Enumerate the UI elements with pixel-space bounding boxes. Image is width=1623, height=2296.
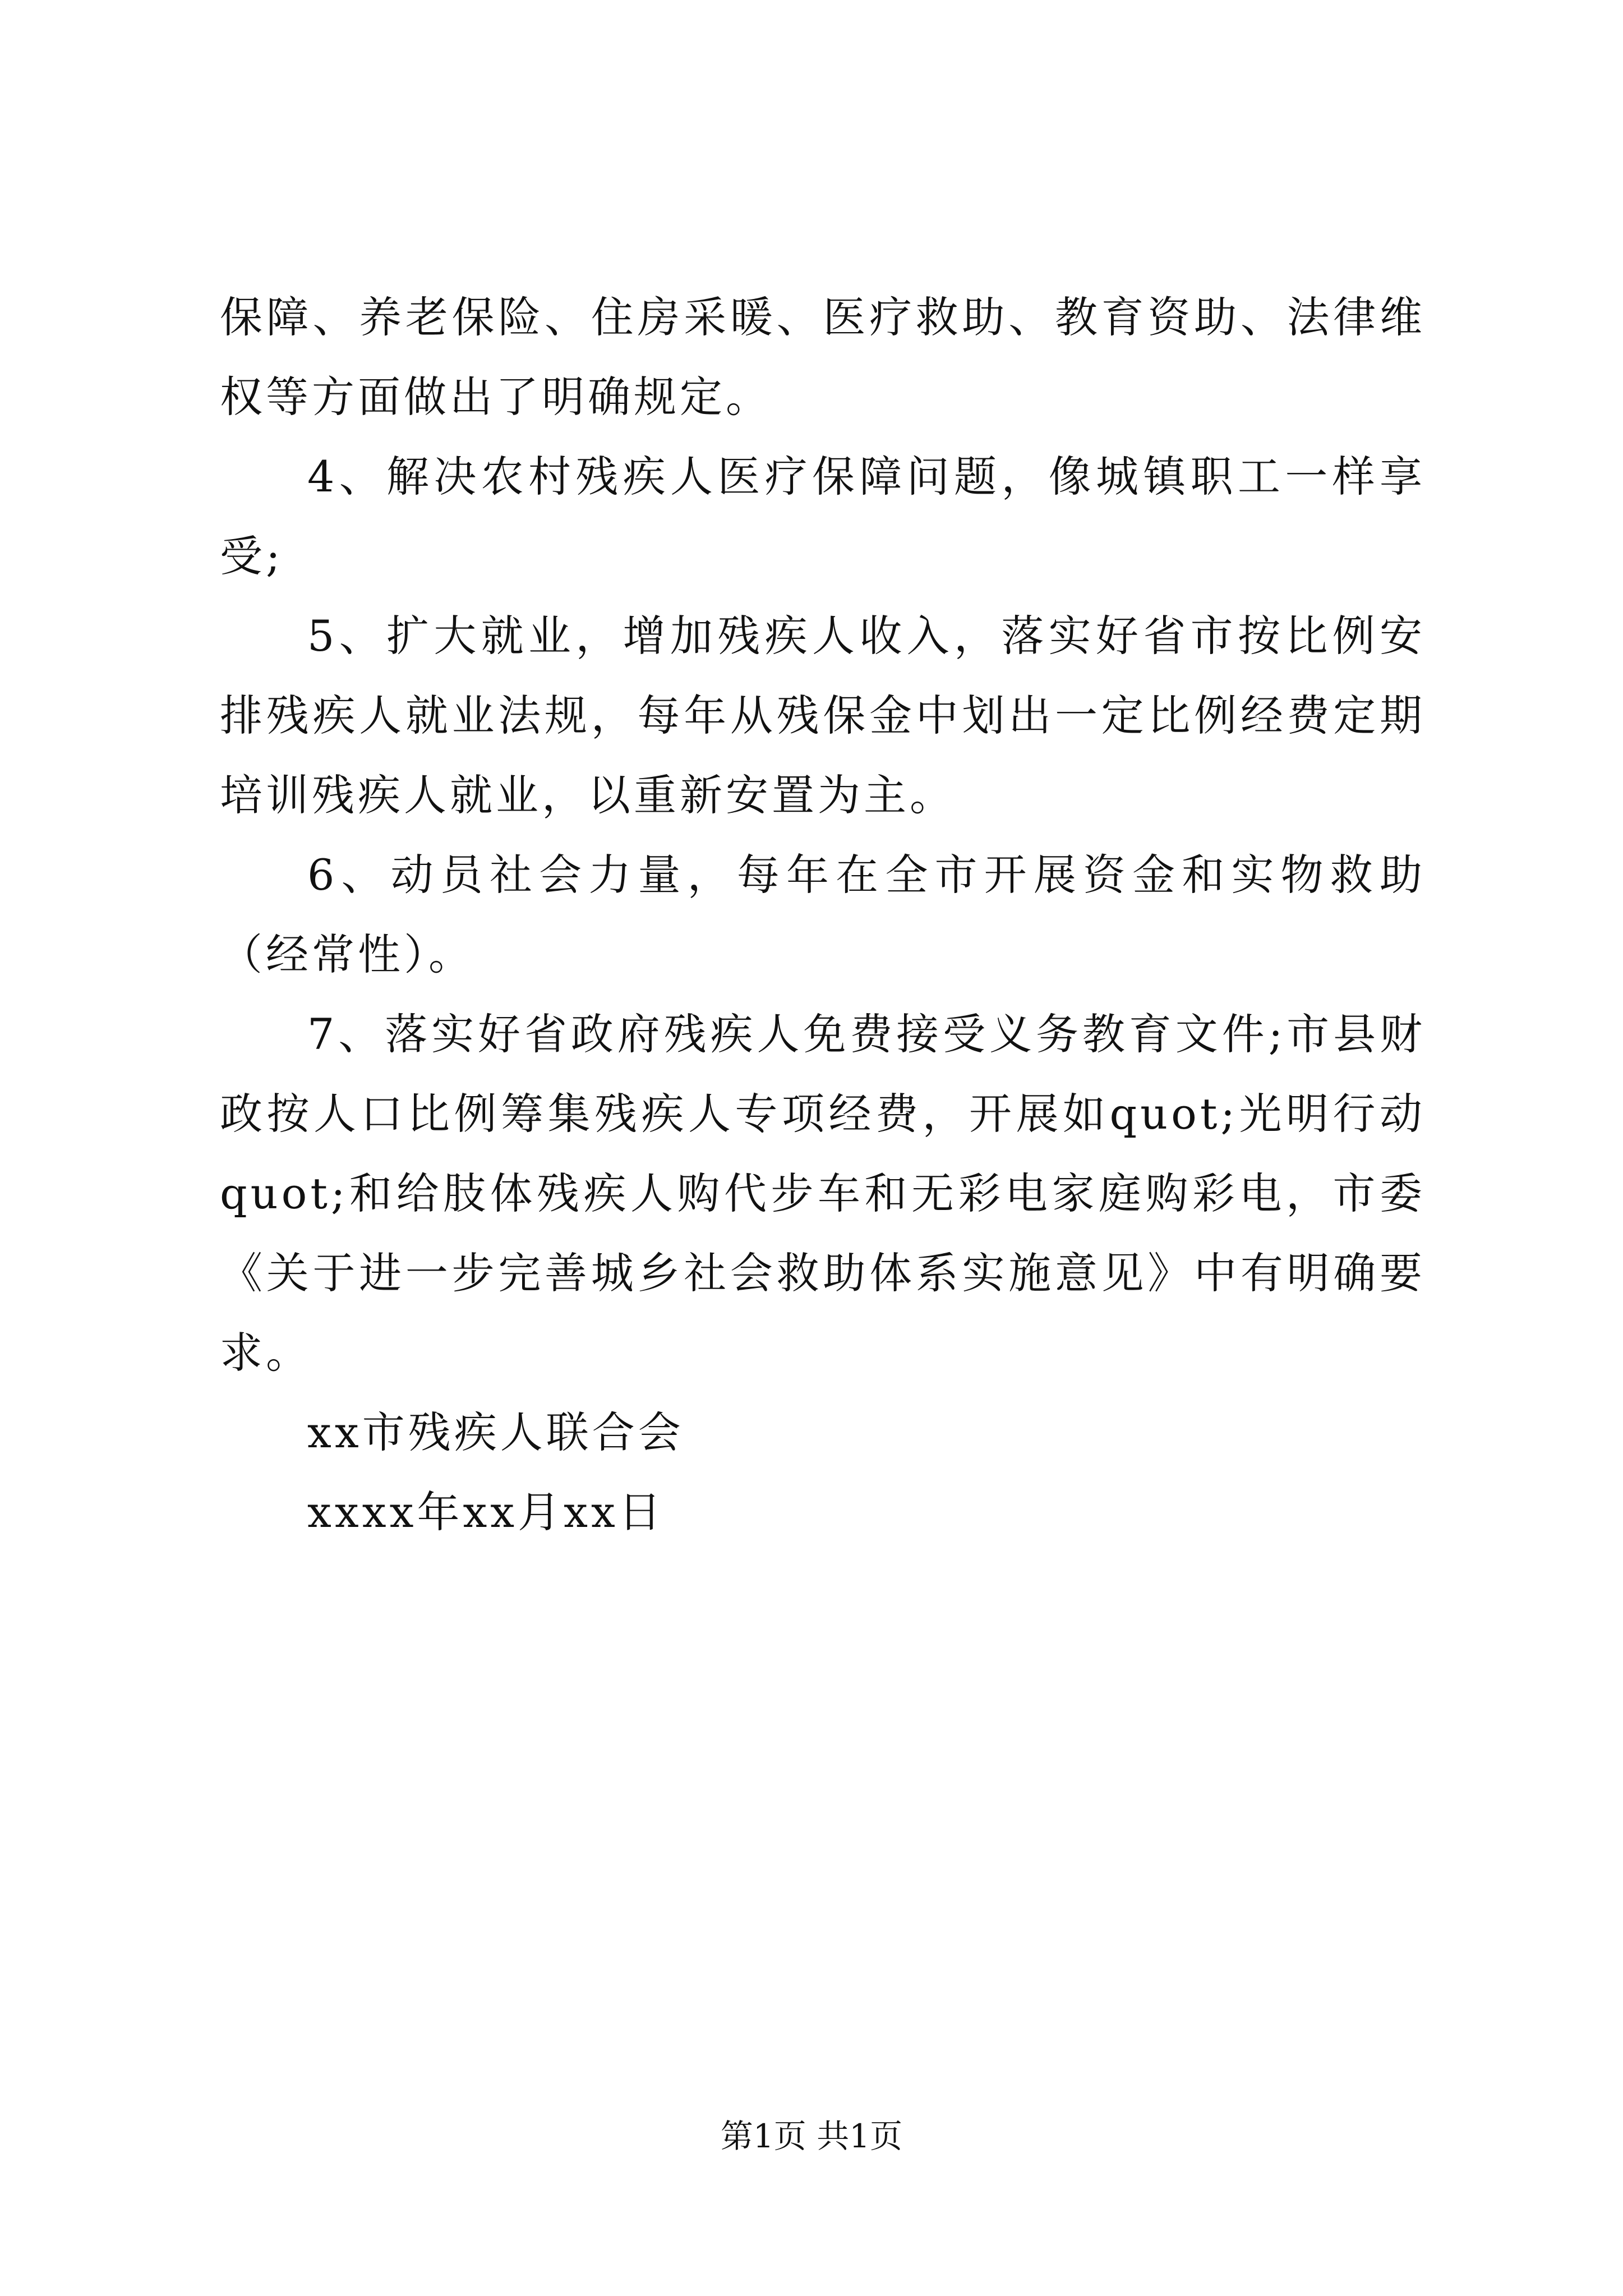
paragraph-item-4: 4、解决农村残疾人医疗保障问题，像城镇职工一样享受; — [220, 452, 1426, 581]
signature-organization: xx市残疾人联合会 — [307, 1407, 684, 1457]
paragraph-item-6: 6、动员社会力量，每年在全市开展资金和实物救助（经常性）。 — [220, 850, 1426, 979]
document-body — [220, 278, 1426, 1552]
signature-date: xxxx年xx月xx日 — [307, 1487, 665, 1537]
paragraph-item-7: 7、落实好省政府残疾人免费接受义务教育文件;市县财政按人口比例筹集残疾人专项经费，开展如quot;光明行动quot;和给肢体残疾人购代步车和无彩电家庭购彩电，市委《关于进一步完善城乡社会救助体系实施意见》中有明确要求。 — [220, 1009, 1426, 1378]
paragraph-item-5: 5、扩大就业，增加残疾人收入，落实好省市按比例安排残疾人就业法规，每年从残保金中划出一定比例经费定期培训残疾人就业，以重新安置为主。 — [220, 611, 1426, 820]
page-footer: 第1页 共1页 — [720, 2117, 903, 2155]
paragraph-continued: 保障、养老保险、住房采暖、医疗救助、教育资助、法律维权等方面做出了明确规定。 — [220, 292, 1426, 422]
